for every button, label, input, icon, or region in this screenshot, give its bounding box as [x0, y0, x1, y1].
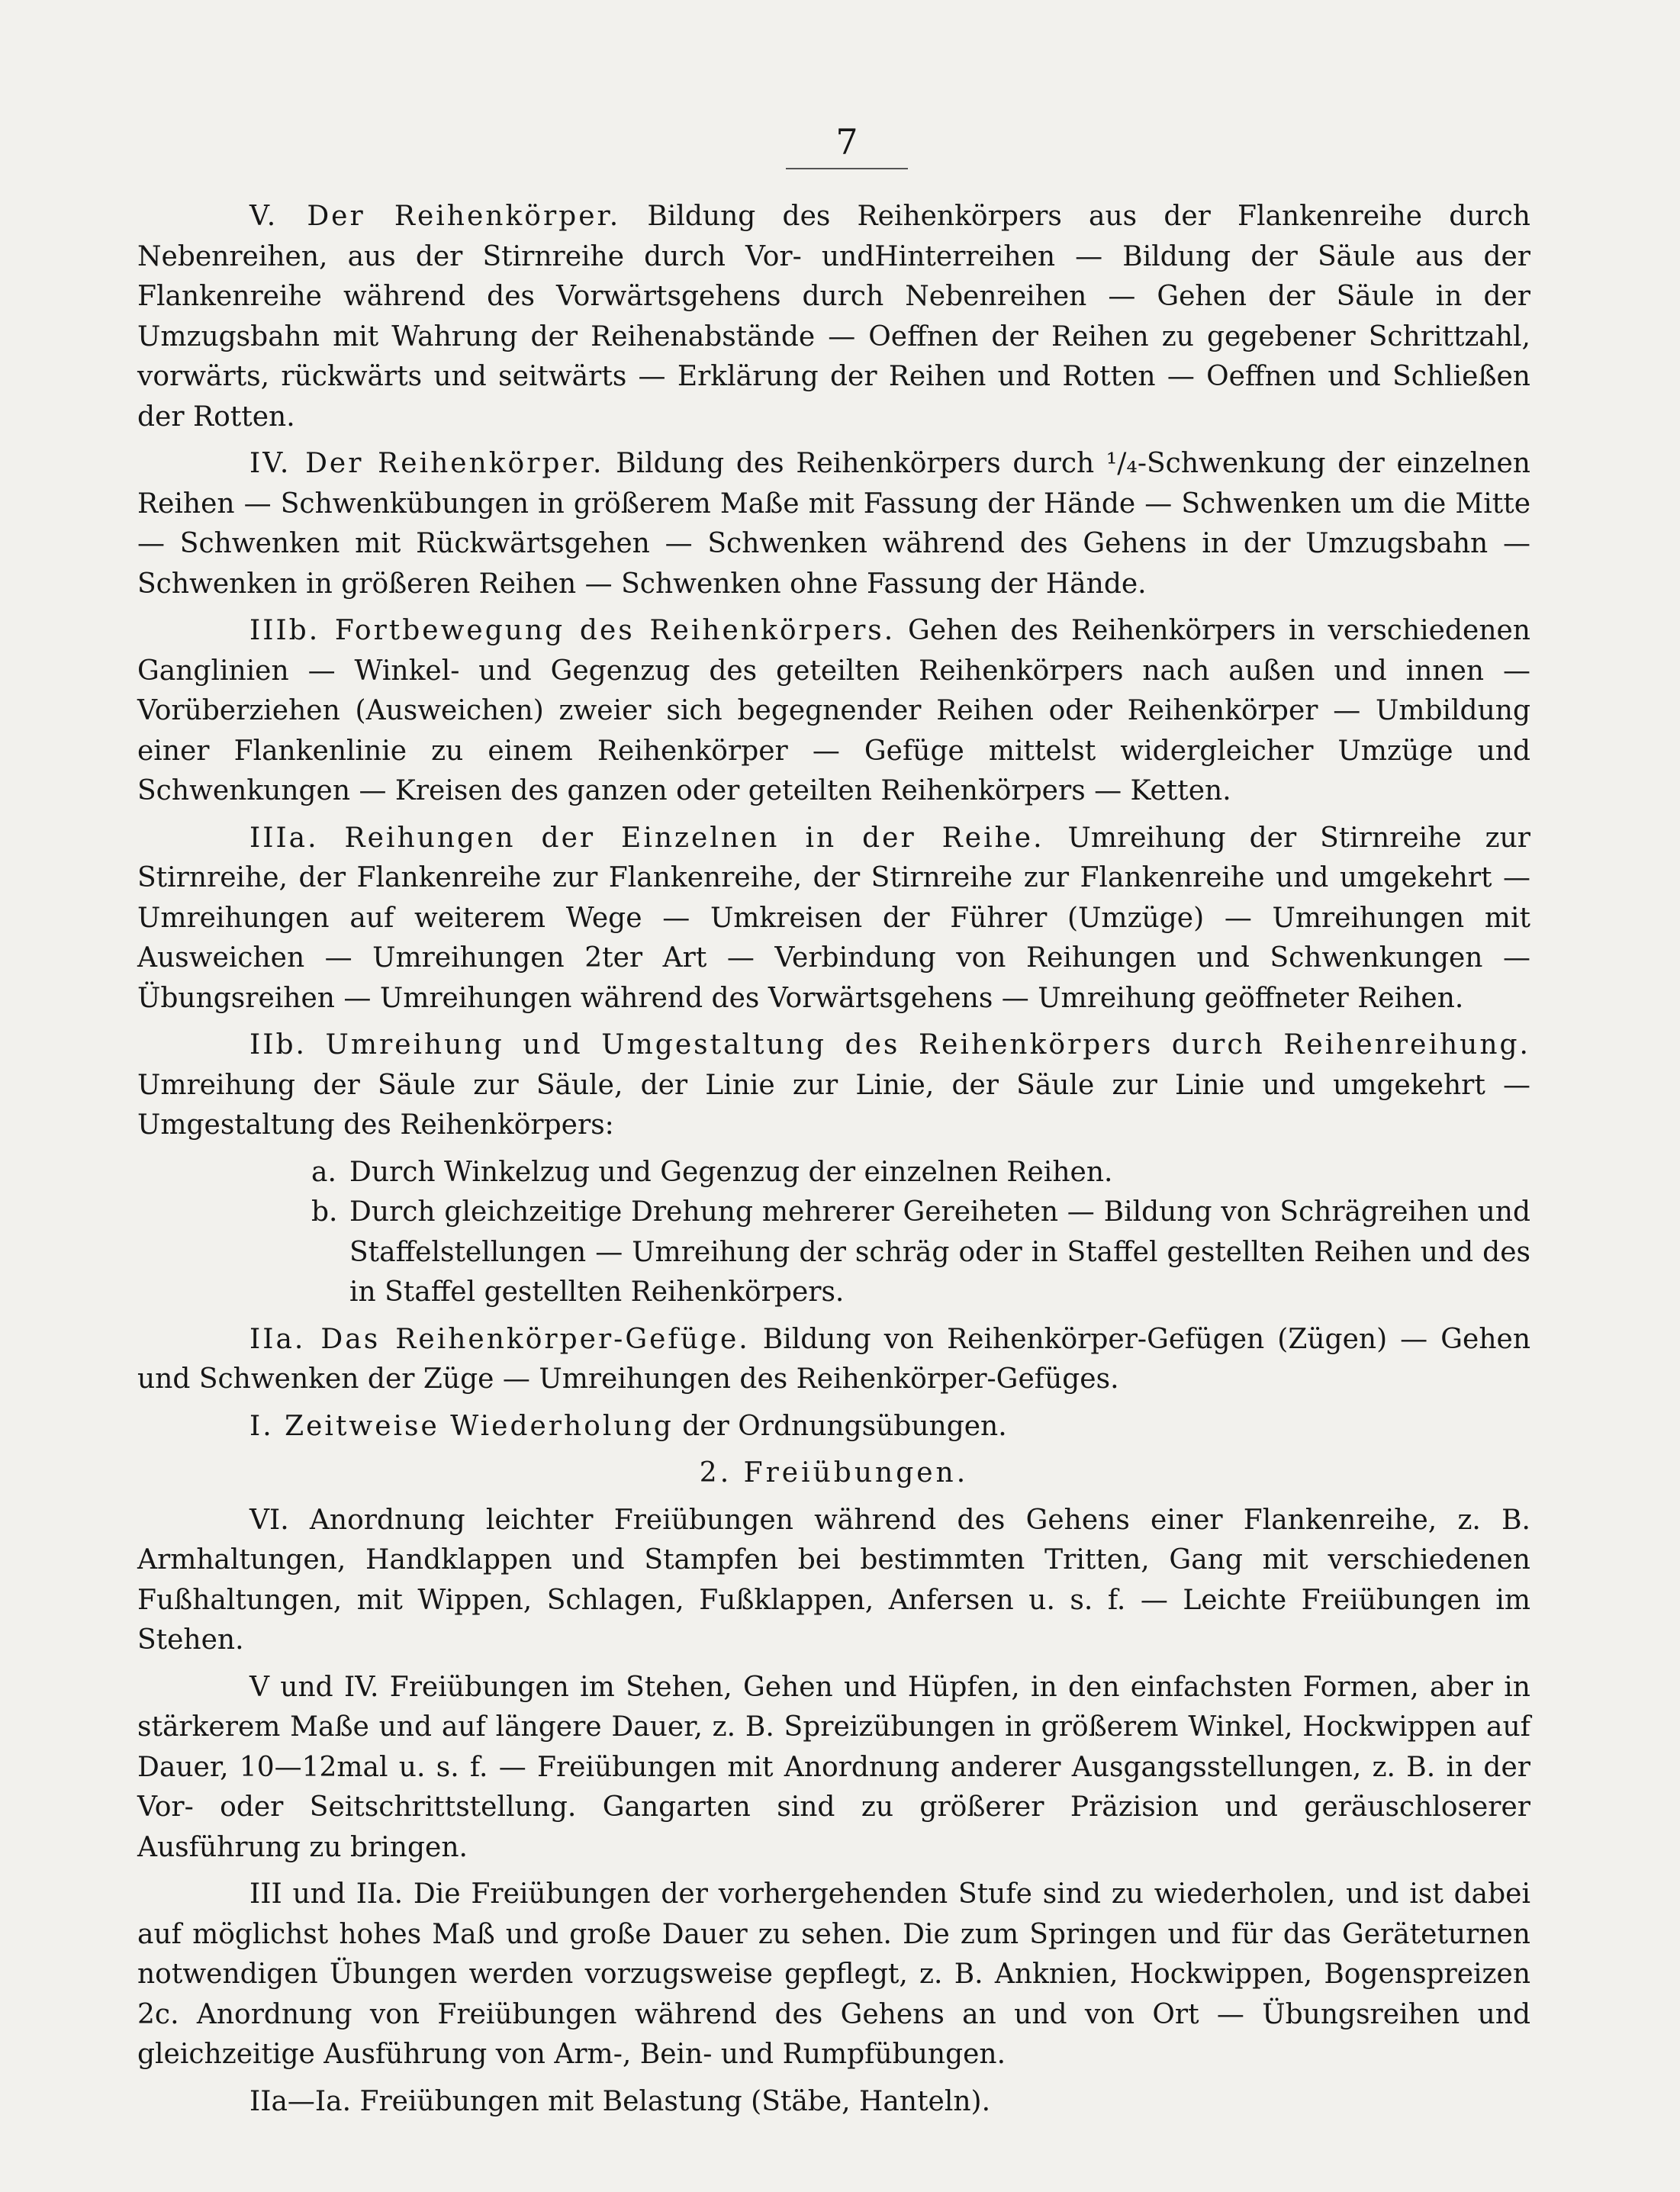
paragraph-label: IIa—Ia.	[249, 2085, 352, 2117]
paragraph-iii-und-iia	[137, 1875, 1530, 2075]
paragraph-text: Umreihung der Stirnreihe zur Stirnreihe, der Flankenreihe zur Flankenreihe, der Stirnreihe zur Flankenreihe und umgekehrt — Umreihungen auf weiterem Wege — Umkreisen der Führer (Umzüge) — Umreihungen mit Ausweichen — Umreihungen 2ter Art — Verbindung von Reihungen und Schwenkungen — Übungsreihen — Umreihungen während des Vorwärtsgehens — Umreihung geöffneter Reihen.	[137, 822, 1531, 1014]
paragraph-label: IIa. Das Reihenkörper-Gefüge.	[249, 1323, 750, 1355]
paragraph-iiia-reihungen	[137, 819, 1530, 1019]
paragraph-text: Anordnung leichter Freiübungen während des Gehens einer Flankenreihe, z. B. Armhaltungen, Handklappen und Stampfen bei bestimmten Tritten, Gang mit verschiedenen Fußhaltungen, mit Wippen, Schlagen, Fußklappen, Anfersen u. s. f. — Leichte Freiübungen im Stehen.	[137, 1504, 1530, 1656]
list-item-text: Durch gleichzeitige Drehung mehrerer Gereiheten — Bildung von Schrägreihen und Staffelstellungen — Umreihung der schräg oder in Staffel gestellten Reihen und des in Staffel gestellten Reihenkörpers.	[349, 1196, 1530, 1308]
paragraph-text: Gehen des Reihenkörpers in verschiedenen Ganglinien — Winkel- und Gegenzug des geteilten Reihenkörpers nach außen und innen — Vorüberziehen (Ausweichen) zweier sich begegnender Reihen oder Reihenkörper — Umbildung einer Flankenlinie zu einem Reihenkörper — Gefüge mittelst widergleicher Umzüge und Schwenkungen — Kreisen des ganzen oder geteilten Reihenkörpers — Ketten.	[137, 615, 1530, 806]
list-item-text: Durch Winkelzug und Gegenzug der einzelnen Reihen.	[349, 1156, 1113, 1188]
paragraph-iiib-fortbewegung	[137, 611, 1530, 812]
paragraph-text: Die Freiübungen der vorhergehenden Stufe sind zu wiederholen, und ist dabei auf möglichst hohes Maß und große Dauer zu sehen. Die zum Springen und für das Geräteturnen notwendigen Übungen werden vorzugsweise gepflegt, z. B. Anknien, Hockwippen, Bogenspreizen 2c. Anordnung von Freiübungen während des Gehens an und von Ort — Übungsreihen und gleichzeitige Ausführung von Arm-, Bein- und Rumpfübungen.	[137, 1878, 1530, 2070]
paragraph-label: III und IIa.	[249, 1878, 404, 1910]
paragraph-label: IIb. Umreihung und Umgestaltung des Reihenkörpers durch Reihenreihung.	[249, 1029, 1530, 1061]
section-title: 2. Freiübungen.	[699, 1457, 969, 1489]
page-number: 7	[786, 121, 908, 169]
paragraph-text: Umreihung der Säule zur Säule, der Linie zur Linie, der Säule zur Linie und umgekehrt — Umgestaltung des Reihenkörpers:	[137, 1069, 1530, 1141]
paragraph-label: I. Zeitweise Wiederholung	[249, 1410, 674, 1442]
paragraph-i-wiederholung	[137, 1407, 1530, 1447]
paragraph-iia-gefuege	[137, 1320, 1530, 1400]
paragraph-text: Freiübungen im Stehen, Gehen und Hüpfen, in den einfachsten Formen, aber in stärkerem Maße und auf längere Dauer, z. B. Spreizübungen in größerem Winkel, Hockwippen auf Dauer, 10—12mal u. s. f. — Freiübungen mit Anordnung anderer Ausgangsstellungen, z. B. in der Vor- oder Seitschrittstellung. Gangarten sind zu größerer Präzision und geräuschloserer Ausführung zu bringen.	[137, 1671, 1530, 1863]
list-item	[311, 1193, 1530, 1313]
paragraph-label: VI.	[249, 1504, 289, 1536]
paragraph-iv-reihenkoerper	[137, 444, 1530, 604]
paragraph-label: V und IV.	[249, 1671, 379, 1703]
paragraph-text: Freiübungen mit Belastung (Stäbe, Hanteln).	[359, 2085, 991, 2117]
list-item	[311, 1153, 1530, 1193]
sublist	[311, 1153, 1530, 1313]
paragraph-label: IIIb. Fortbewegung des Reihenkörpers.	[249, 615, 896, 646]
paragraph-text: Bildung von Reihenkörper-Gefügen (Zügen) — Gehen und Schwenken der Züge — Umreihungen des Reihenkörper-Gefüges.	[137, 1323, 1531, 1395]
paragraph-iib-umreihung	[137, 1025, 1530, 1146]
paragraph-iia-ia	[137, 2082, 1530, 2123]
paragraph-label: IV. Der Reihenkörper.	[249, 448, 604, 479]
paragraph-v-und-iv	[137, 1668, 1530, 1869]
paragraph-label: V. Der Reihenkörper.	[249, 201, 621, 232]
paragraph-text: der Ordnungsübungen.	[682, 1410, 1007, 1442]
list-marker: b.	[311, 1196, 338, 1228]
paragraph-v-reihenkoerper	[137, 197, 1530, 437]
paragraph-text: Bildung des Reihenkörpers aus der Flankenreihe durch Nebenreihen, aus der Stirnreihe durch Vor- undHinterreihen — Bildung der Säule aus der Flankenreihe während des Vorwärtsgehens durch Nebenreihen — Gehen der Säule in der Umzugsbahn mit Wahrung der Reihenabstände — Oeffnen der Reihen zu gegebener Schrittzahl, vorwärts, rückwärts und seitwärts — Erklärung der Reihen und Rotten — Oeffnen und Schließen der Rotten.	[137, 201, 1530, 433]
list-marker: a.	[311, 1156, 336, 1188]
paragraph-vi	[137, 1501, 1530, 1661]
page-body	[137, 197, 1530, 2129]
paragraph-text: Bildung des Reihenkörpers durch ¹/₄-Schwenkung der einzelnen Reihen — Schwenkübungen in größerem Maße mit Fassung der Hände — Schwenken um die Mitte — Schwenken mit Rückwärtsgehen — Schwenken während des Gehens in der Umzugsbahn — Schwenken in größeren Reihen — Schwenken ohne Fassung der Hände.	[137, 448, 1530, 600]
paragraph-label: IIIa. Reihungen der Einzelnen in der Reihe.	[249, 822, 1044, 854]
